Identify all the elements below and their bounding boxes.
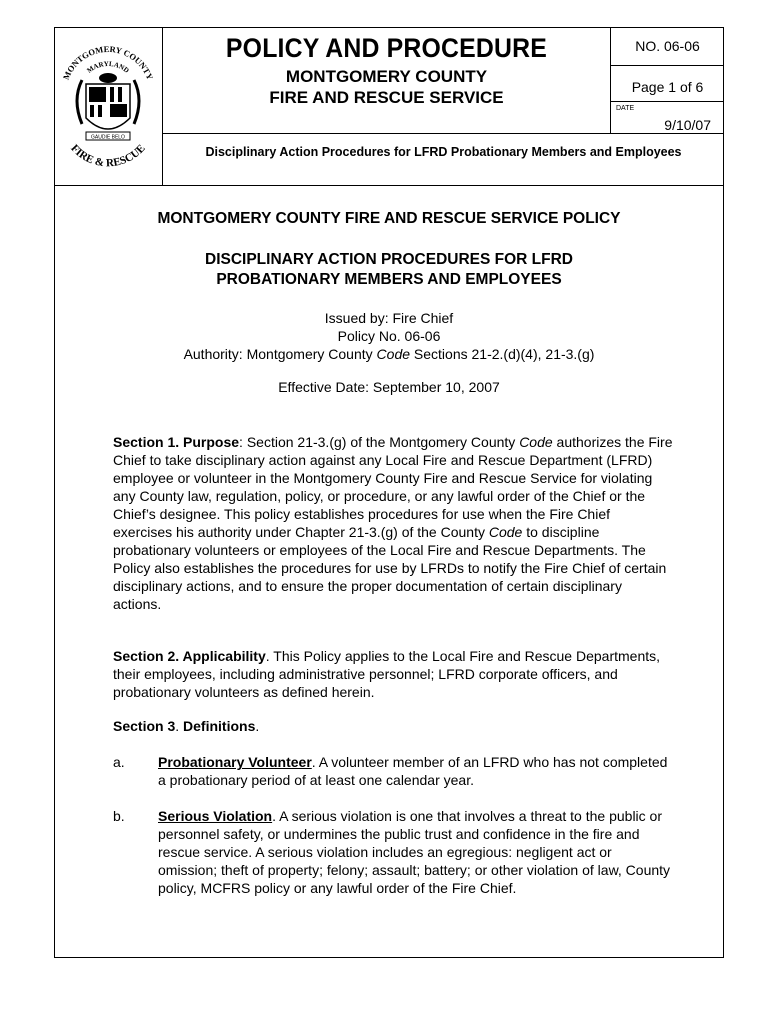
org-name-line2: FIRE AND RESCUE SERVICE — [269, 88, 504, 107]
section-3-definitions: Section 3. Definitions. — [113, 718, 260, 734]
issued-by: Issued by: Fire Chief — [324, 310, 454, 326]
page-number: Page 1 of 6 — [631, 79, 704, 95]
seal-ribbon-text: GAUDIE BELO — [91, 134, 125, 141]
county-seal-logo — [56, 36, 160, 176]
policy-heading: MONTGOMERY COUNTY FIRE AND RESCUE SERVICE POLICY — [157, 210, 621, 227]
seal-state-text: MARYLAND — [85, 59, 131, 75]
org-name-line1: MONTGOMERY COUNTY — [285, 67, 488, 86]
authority: Authority: Montgomery County Code Sections 21-2.(d)(4), 21-3.(g) — [183, 346, 595, 362]
definition-a-letter: a. — [113, 754, 125, 770]
definition-b-text: Serious Violation. A serious violation is one that involves a threat to the public or personnel safety, or undermines the public trust and confidence in the fire and rescue service. A serious violation includes an egregious: negligent act or omission; theft of property; felony; assault; battery; or other violation of law, County policy, MCFRS policy or any lawful order of the Fire Chief. — [158, 808, 671, 896]
section-1-purpose: Section 1. Purpose: Section 21-3.(g) of the Montgomery County Code authorizes the Fire Chief to take disciplinary action against any Local Fire and Rescue Department (LFRD) employee or volunteer in the Montgomery County Fire and Rescue Service for violating any County law, regulation, policy, or procedure, or any lawful order of the Chief or the Chief’s designee. This policy establishes procedures for use when the Fire Chief exercises his authority under Chapter 21-3.(g) of the County Code to discipline probationary volunteers or employees of the Local Fire and Rescue Departments. The Policy also establishes the procedures for use by LFRDs to notify the Fire Chief of certain disciplinary actions, and to ensure the proper documentation of certain disciplinary actions. — [113, 434, 673, 612]
definition-a-text: Probationary Volunteer. A volunteer member of an LFRD who has not completed a probationary period of at least one calendar year. — [158, 754, 668, 788]
page-row-divider — [610, 101, 724, 102]
subject-divider — [162, 133, 724, 134]
policy-subject: Disciplinary Action Procedures for LFRD Probationary Members and Employees — [205, 145, 682, 159]
issue-date: 9/10/07 — [664, 117, 711, 133]
date-label: DATE — [616, 105, 635, 112]
policy-number: Policy No. 06-06 — [337, 328, 441, 344]
document-heading — [54, 250, 724, 290]
page-title: POLICY AND PROCEDURE — [225, 33, 548, 63]
document-heading-line1: DISCIPLINARY ACTION PROCEDURES FOR LFRD — [205, 251, 573, 268]
document-number: NO. 06-06 — [635, 38, 700, 54]
header-divider — [54, 185, 724, 186]
section-2-applicability: Section 2. Applicability. This Policy applies to the Local Fire and Rescue Departments, their employees, including administrative personnel; LFRD corporate officers, and probationary volunteers as defined herein. — [113, 648, 661, 700]
seal-top-text: MONTGOMERY COUNTY — [60, 43, 156, 82]
effective-date: Effective Date: September 10, 2007 — [278, 379, 500, 395]
number-row-divider — [610, 65, 724, 66]
issuance-block — [54, 309, 724, 363]
definition-b-letter: b. — [113, 808, 125, 824]
document-heading-line2: PROBATIONARY MEMBERS AND EMPLOYEES — [216, 271, 562, 288]
seal-bottom-text: FIRE & RESCUE — [68, 142, 148, 170]
